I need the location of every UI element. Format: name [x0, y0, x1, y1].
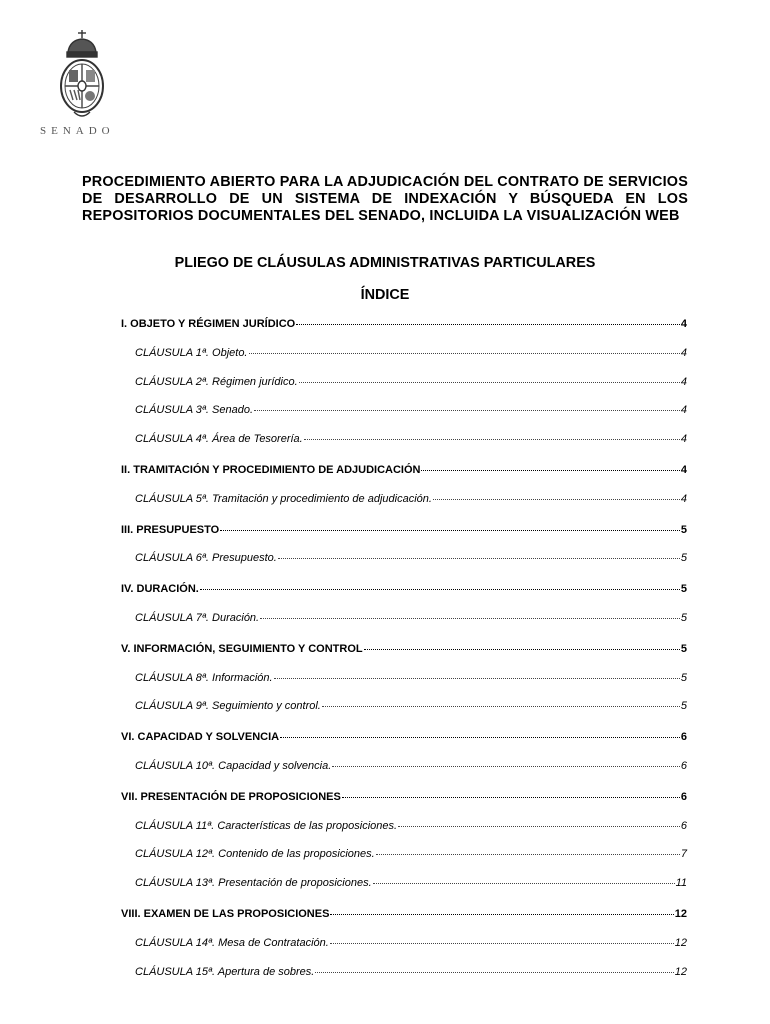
- toc-entry-label: IV. DURACIÓN.: [121, 583, 199, 596]
- toc-page-number: 4: [680, 346, 687, 359]
- toc-entry-label: CLÁUSULA 13ª. Presentación de proposiciones.: [135, 877, 372, 890]
- toc-page-number: 4: [680, 375, 687, 388]
- toc-entry-label: CLÁUSULA 5ª. Tramitación y procedimiento de adjudicación.: [135, 492, 432, 505]
- table-of-contents: [121, 316, 687, 994]
- toc-dot-leader: [220, 522, 680, 531]
- toc-page-number: 6: [680, 790, 687, 803]
- toc-clause-entry[interactable]: [121, 848, 687, 877]
- toc-dot-leader: [364, 641, 680, 650]
- toc-clause-entry[interactable]: [121, 877, 687, 906]
- toc-dot-leader: [254, 402, 680, 411]
- logo-wordmark: SENADO: [40, 125, 115, 137]
- toc-page-number: 11: [675, 877, 687, 890]
- toc-clause-entry[interactable]: [121, 760, 687, 789]
- toc-dot-leader: [373, 875, 675, 884]
- toc-page-number: 6: [680, 731, 687, 744]
- coat-of-arms-icon: [50, 28, 114, 124]
- toc-page-number: 7: [680, 848, 687, 861]
- toc-page-number: 5: [680, 583, 687, 596]
- toc-entry-label: CLÁUSULA 10ª. Capacidad y solvencia.: [135, 759, 332, 772]
- toc-clause-entry[interactable]: [121, 966, 687, 995]
- toc-entry-label: CLÁUSULA 4ª. Área de Tesorería.: [135, 433, 303, 446]
- toc-dot-leader: [433, 491, 680, 500]
- toc-entry-label: CLÁUSULA 15ª. Apertura de sobres.: [135, 965, 315, 978]
- toc-dot-leader: [304, 431, 680, 440]
- toc-clause-entry[interactable]: [121, 493, 687, 522]
- toc-page-number: 5: [680, 552, 687, 565]
- toc-entry-label: CLÁUSULA 1ª. Objeto.: [135, 346, 248, 359]
- toc-entry-label: VI. CAPACIDAD Y SOLVENCIA: [121, 731, 280, 744]
- toc-clause-entry[interactable]: [121, 552, 687, 581]
- toc-dot-leader: [280, 729, 680, 738]
- document-title: PROCEDIMIENTO ABIERTO PARA LA ADJUDICACIÓN DEL CONTRATO DE SERVICIOS DE DESARROLLO DE UN SISTEMA DE INDEXACIÓN Y BÚSQUEDA EN LOS REPOSITORIOS DOCUMENTALES DEL SENADO, INCLUIDA LA VISUALIZACIÓN WEB: [82, 174, 688, 224]
- toc-page-number: 5: [680, 523, 687, 536]
- toc-section-entry[interactable]: [121, 906, 687, 937]
- toc-dot-leader: [421, 462, 679, 471]
- toc-entry-label: V. INFORMACIÓN, SEGUIMIENTO Y CONTROL: [121, 642, 363, 655]
- toc-section-entry[interactable]: [121, 729, 687, 760]
- toc-page-number: 4: [680, 492, 687, 505]
- toc-page-number: 5: [680, 611, 687, 624]
- toc-page-number: 6: [680, 759, 687, 772]
- toc-dot-leader: [299, 374, 680, 383]
- toc-clause-entry[interactable]: [121, 672, 687, 701]
- toc-entry-label: III. PRESUPUESTO: [121, 523, 220, 536]
- toc-page-number: 4: [680, 318, 687, 330]
- toc-dot-leader: [260, 610, 680, 619]
- toc-clause-entry[interactable]: [121, 937, 687, 966]
- toc-page-number: 4: [680, 463, 687, 476]
- toc-section-entry[interactable]: [121, 462, 687, 493]
- toc-section-entry[interactable]: [121, 316, 687, 347]
- toc-dot-leader: [200, 581, 680, 590]
- toc-page-number: 4: [680, 433, 687, 446]
- toc-clause-entry[interactable]: [121, 347, 687, 376]
- toc-clause-entry[interactable]: [121, 376, 687, 405]
- toc-dot-leader: [398, 818, 680, 827]
- toc-dot-leader: [330, 906, 673, 915]
- toc-dot-leader: [274, 670, 680, 679]
- toc-clause-entry[interactable]: [121, 612, 687, 641]
- toc-page-number: 12: [674, 936, 687, 949]
- toc-clause-entry[interactable]: [121, 404, 687, 433]
- toc-dot-leader: [342, 789, 680, 798]
- toc-section-entry[interactable]: [121, 789, 687, 820]
- toc-page-number: 5: [680, 700, 687, 713]
- toc-entry-label: CLÁUSULA 8ª. Información.: [135, 671, 273, 684]
- toc-entry-label: VII. PRESENTACIÓN DE PROPOSICIONES: [121, 790, 341, 803]
- toc-section-entry[interactable]: [121, 641, 687, 672]
- toc-entry-label: CLÁUSULA 11ª. Características de las proposiciones.: [135, 819, 398, 832]
- toc-clause-entry[interactable]: [121, 700, 687, 729]
- toc-page-number: 4: [680, 404, 687, 417]
- toc-entry-label: CLÁUSULA 14ª. Mesa de Contratación.: [135, 936, 329, 949]
- index-heading: ÍNDICE: [360, 287, 410, 303]
- toc-entry-label: CLÁUSULA 6ª. Presupuesto.: [135, 552, 277, 565]
- toc-entry-label: I. OBJETO Y RÉGIMEN JURÍDICO: [121, 318, 296, 330]
- toc-entry-label: VIII. EXAMEN DE LAS PROPOSICIONES: [121, 907, 330, 920]
- toc-entry-label: II. TRAMITACIÓN Y PROCEDIMIENTO DE ADJUDICACIÓN: [121, 463, 421, 476]
- toc-page-number: 6: [680, 819, 687, 832]
- toc-dot-leader: [278, 550, 680, 559]
- toc-section-entry[interactable]: [121, 522, 687, 553]
- toc-dot-leader: [322, 698, 680, 707]
- toc-page-number: 12: [674, 965, 687, 978]
- senado-logo: [40, 28, 126, 140]
- toc-page-number: 5: [680, 671, 687, 684]
- toc-dot-leader: [315, 964, 673, 973]
- toc-entry-label: CLÁUSULA 12ª. Contenido de las proposiciones.: [135, 848, 375, 861]
- toc-page-number: 5: [680, 642, 687, 655]
- toc-entry-label: CLÁUSULA 9ª. Seguimiento y control.: [135, 700, 321, 713]
- toc-clause-entry[interactable]: [121, 433, 687, 462]
- toc-entry-label: CLÁUSULA 7ª. Duración.: [135, 611, 260, 624]
- toc-dot-leader: [330, 935, 674, 944]
- toc-page-number: 12: [674, 907, 687, 920]
- toc-clause-entry[interactable]: [121, 820, 687, 849]
- toc-section-entry[interactable]: [121, 581, 687, 612]
- document-subtitle: PLIEGO DE CLÁUSULAS ADMINISTRATIVAS PARTICULARES: [174, 255, 596, 271]
- toc-dot-leader: [376, 846, 680, 855]
- toc-dot-leader: [332, 758, 680, 767]
- toc-dot-leader: [296, 316, 680, 325]
- toc-dot-leader: [249, 345, 680, 354]
- toc-entry-label: CLÁUSULA 3ª. Senado.: [135, 404, 254, 417]
- toc-entry-label: CLÁUSULA 2ª. Régimen jurídico.: [135, 375, 298, 388]
